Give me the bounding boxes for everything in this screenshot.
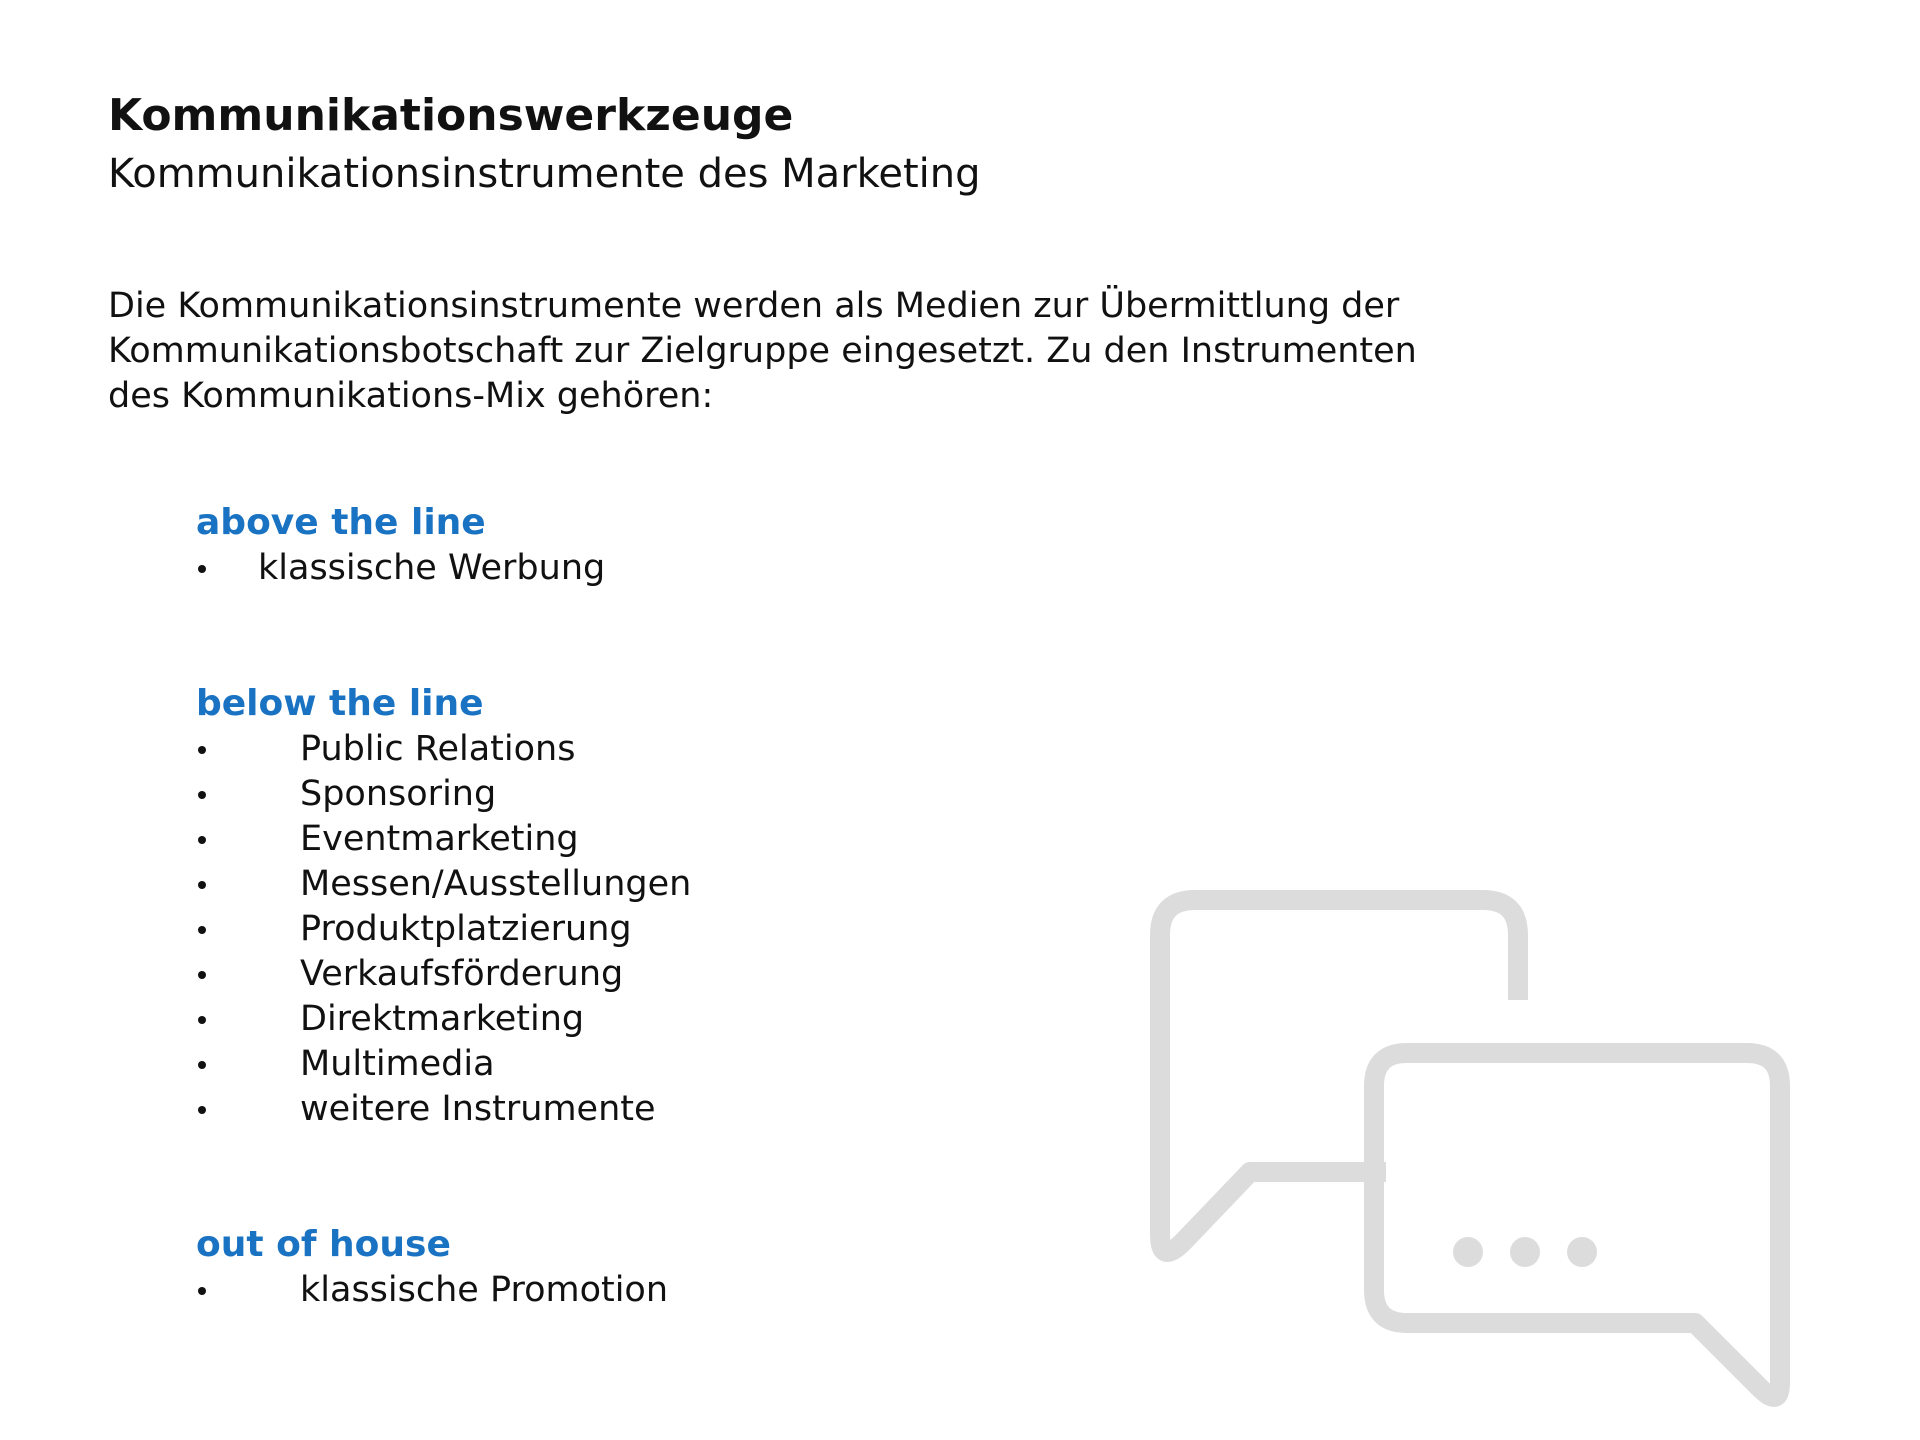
list-item xyxy=(196,1087,691,1132)
list-item-label: Multimedia xyxy=(300,1044,495,1084)
page-title: Kommunikationswerkzeuge xyxy=(108,90,794,141)
section-out-of-house xyxy=(196,1222,668,1313)
list-item-label: Sponsoring xyxy=(300,774,497,814)
intro-line: des Kommunikations-Mix gehören: xyxy=(108,376,714,416)
list-item xyxy=(196,727,691,772)
section-below-the-line xyxy=(196,681,691,1132)
typing-dot xyxy=(1453,1237,1483,1267)
intro-line: Kommunikationsbotschaft zur Zielgruppe eingesetzt. Zu den Instrumenten xyxy=(108,331,1417,371)
list-item-label: Messen/Ausstellungen xyxy=(300,864,692,904)
list-item xyxy=(196,952,691,997)
bullet-icon xyxy=(198,1287,206,1295)
bullet-icon xyxy=(198,971,206,979)
front-speech-bubble xyxy=(1374,1053,1780,1397)
list-item-label: Produktplatzierung xyxy=(300,909,632,949)
list-item xyxy=(196,817,691,862)
chat-bubbles-icon xyxy=(1150,880,1790,1410)
list-item-label: weitere Instrumente xyxy=(300,1089,656,1129)
section-above-the-line xyxy=(196,500,605,591)
section-heading: below the line xyxy=(196,683,484,724)
bullet-icon xyxy=(198,1061,206,1069)
list-item xyxy=(196,997,691,1042)
list-item-label: klassische Promotion xyxy=(300,1270,669,1310)
list-item-label: Eventmarketing xyxy=(300,819,579,859)
list-item-label: Verkaufsförderung xyxy=(300,954,624,994)
bullet-icon xyxy=(198,836,206,844)
list-item xyxy=(196,772,691,817)
bullet-icon xyxy=(198,565,206,573)
page-subtitle: Kommunikationsinstrumente des Marketing xyxy=(108,151,981,197)
bullet-icon xyxy=(198,881,206,889)
intro-paragraph xyxy=(108,284,1417,419)
bullet-icon xyxy=(198,746,206,754)
bullet-icon xyxy=(198,926,206,934)
back-speech-bubble xyxy=(1160,900,1518,1252)
section-heading: out of house xyxy=(196,1224,451,1265)
bullet-icon xyxy=(198,1106,206,1114)
typing-dot xyxy=(1567,1237,1597,1267)
list-item xyxy=(196,907,691,952)
bullet-icon xyxy=(198,1016,206,1024)
list-item-label: klassische Werbung xyxy=(258,548,606,588)
list-item-label: Direktmarketing xyxy=(300,999,585,1039)
list-item-label: Public Relations xyxy=(300,729,576,769)
list-item xyxy=(196,862,691,907)
intro-line: Die Kommunikationsinstrumente werden als Medien zur Übermittlung der xyxy=(108,286,1400,326)
list-item xyxy=(196,1042,691,1087)
typing-dot xyxy=(1510,1237,1540,1267)
list-item xyxy=(196,1268,668,1313)
section-heading: above the line xyxy=(196,502,486,543)
list-item xyxy=(196,546,605,591)
bullet-icon xyxy=(198,791,206,799)
